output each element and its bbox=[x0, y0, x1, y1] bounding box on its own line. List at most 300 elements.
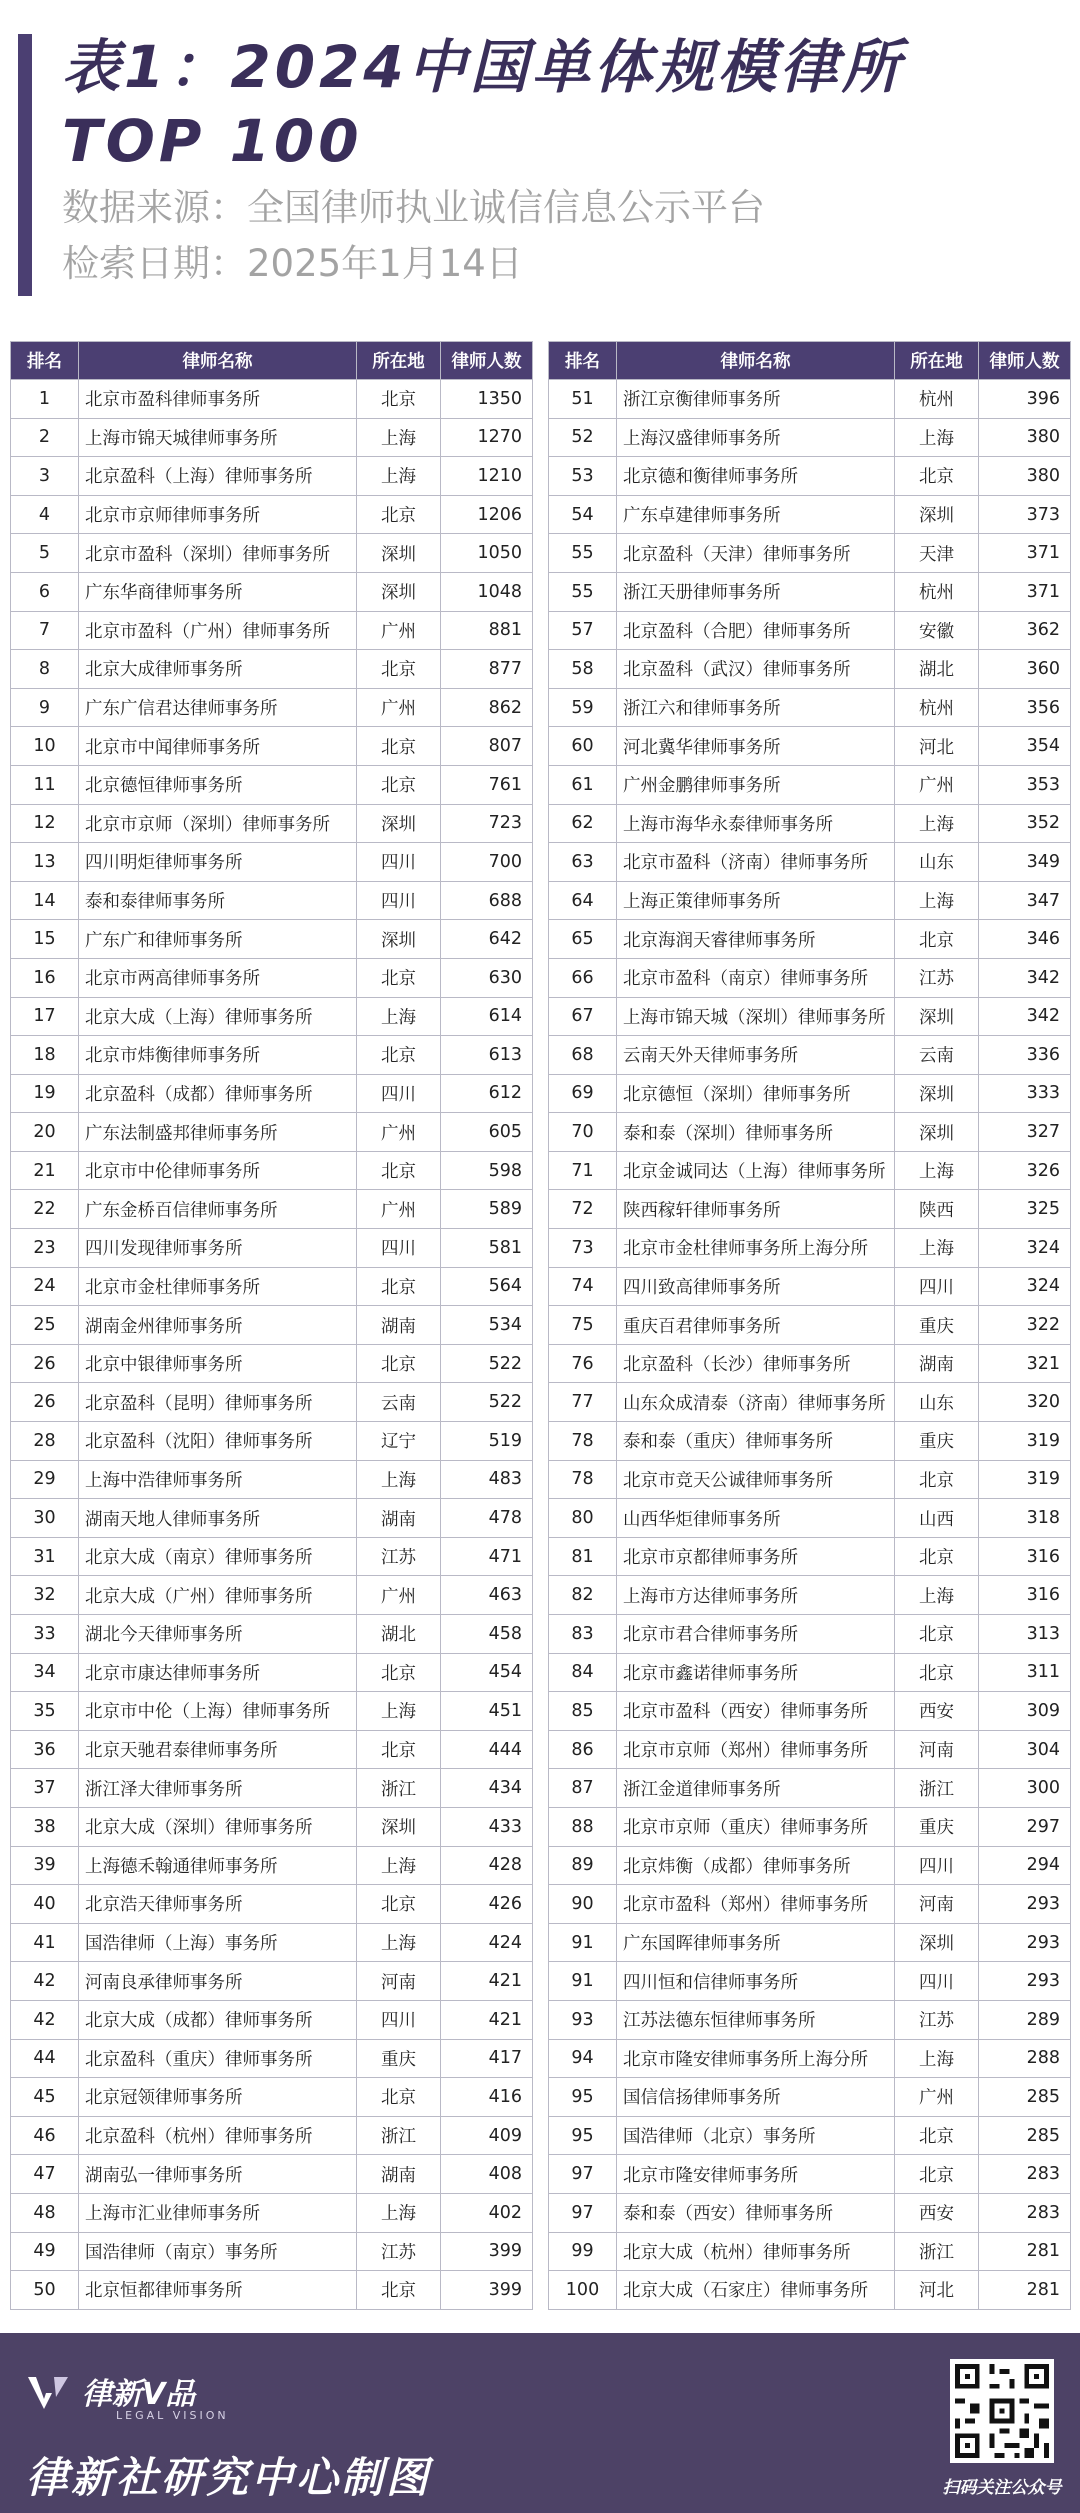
cell-location: 广州 bbox=[895, 2078, 979, 2117]
cell-location: 上海 bbox=[357, 1692, 441, 1731]
cell-lawyer-count: 373 bbox=[979, 495, 1071, 534]
cell-rank: 29 bbox=[11, 1460, 79, 1499]
cell-lawyer-count: 347 bbox=[979, 881, 1071, 920]
cell-location: 上海 bbox=[357, 457, 441, 496]
table-row bbox=[549, 958, 1071, 997]
cell-lawyer-count: 399 bbox=[441, 2232, 533, 2271]
cell-rank: 19 bbox=[11, 1074, 79, 1113]
cell-rank: 76 bbox=[549, 1344, 617, 1383]
cell-location: 深圳 bbox=[895, 1074, 979, 1113]
table-row bbox=[11, 688, 533, 727]
cell-firm-name: 国信信扬律师事务所 bbox=[617, 2078, 895, 2117]
cell-location: 杭州 bbox=[895, 380, 979, 419]
cell-location: 四川 bbox=[357, 1229, 441, 1268]
cell-lawyer-count: 362 bbox=[979, 611, 1071, 650]
cell-firm-name: 北京市盈科（郑州）律师事务所 bbox=[617, 1885, 895, 1924]
table-header-row bbox=[549, 342, 1071, 380]
cell-lawyer-count: 458 bbox=[441, 1615, 533, 1654]
cell-firm-name: 浙江京衡律师事务所 bbox=[617, 380, 895, 419]
cell-firm-name: 北京盈科（杭州）律师事务所 bbox=[79, 2116, 357, 2155]
cell-location: 河南 bbox=[357, 1962, 441, 2001]
cell-rank: 31 bbox=[11, 1537, 79, 1576]
cell-rank: 70 bbox=[549, 1113, 617, 1152]
cell-lawyer-count: 316 bbox=[979, 1576, 1071, 1615]
cell-lawyer-count: 293 bbox=[979, 1885, 1071, 1924]
cell-lawyer-count: 522 bbox=[441, 1344, 533, 1383]
cell-lawyer-count: 598 bbox=[441, 1151, 533, 1190]
table-row bbox=[549, 572, 1071, 611]
cell-location: 北京 bbox=[357, 1267, 441, 1306]
cell-firm-name: 北京大成（成都）律师事务所 bbox=[79, 2000, 357, 2039]
table-row bbox=[11, 1267, 533, 1306]
cell-rank: 9 bbox=[11, 688, 79, 727]
cell-lawyer-count: 396 bbox=[979, 380, 1071, 419]
cell-rank: 40 bbox=[11, 1885, 79, 1924]
col-header-name: 律师名称 bbox=[617, 342, 895, 380]
cell-lawyer-count: 313 bbox=[979, 1615, 1071, 1654]
cell-location: 浙江 bbox=[895, 2232, 979, 2271]
cell-firm-name: 北京市中闻律师事务所 bbox=[79, 727, 357, 766]
cell-lawyer-count: 409 bbox=[441, 2116, 533, 2155]
table-row bbox=[549, 2271, 1071, 2310]
cell-lawyer-count: 589 bbox=[441, 1190, 533, 1229]
cell-lawyer-count: 581 bbox=[441, 1229, 533, 1268]
cell-location: 四川 bbox=[895, 1846, 979, 1885]
table-row bbox=[11, 2155, 533, 2194]
cell-lawyer-count: 612 bbox=[441, 1074, 533, 1113]
cell-location: 北京 bbox=[357, 1653, 441, 1692]
cell-rank: 36 bbox=[11, 1730, 79, 1769]
title-line-1: 表1：2024中国单体规模律所 bbox=[62, 33, 904, 101]
table-row bbox=[549, 1190, 1071, 1229]
cell-location: 上海 bbox=[357, 418, 441, 457]
cell-firm-name: 北京盈科（昆明）律师事务所 bbox=[79, 1383, 357, 1422]
cell-rank: 68 bbox=[549, 1036, 617, 1075]
cell-location: 北京 bbox=[357, 650, 441, 689]
cell-rank: 69 bbox=[549, 1074, 617, 1113]
table-row bbox=[11, 534, 533, 573]
cell-firm-name: 北京炜衡（成都）律师事务所 bbox=[617, 1846, 895, 1885]
cell-rank: 22 bbox=[11, 1190, 79, 1229]
cell-rank: 16 bbox=[11, 958, 79, 997]
table-row bbox=[11, 2116, 533, 2155]
cell-rank: 61 bbox=[549, 765, 617, 804]
table-row bbox=[11, 1923, 533, 1962]
cell-lawyer-count: 327 bbox=[979, 1113, 1071, 1152]
cell-firm-name: 北京市盈科（济南）律师事务所 bbox=[617, 843, 895, 882]
cell-rank: 63 bbox=[549, 843, 617, 882]
cell-rank: 26 bbox=[11, 1383, 79, 1422]
cell-location: 重庆 bbox=[895, 1306, 979, 1345]
cell-location: 湖南 bbox=[357, 2155, 441, 2194]
cell-firm-name: 北京市隆安律师事务所上海分所 bbox=[617, 2039, 895, 2078]
cell-lawyer-count: 324 bbox=[979, 1229, 1071, 1268]
table-row bbox=[11, 2193, 533, 2232]
cell-lawyer-count: 1270 bbox=[441, 418, 533, 457]
cell-location: 上海 bbox=[357, 1846, 441, 1885]
cell-rank: 46 bbox=[11, 2116, 79, 2155]
cell-lawyer-count: 325 bbox=[979, 1190, 1071, 1229]
cell-lawyer-count: 285 bbox=[979, 2116, 1071, 2155]
cell-firm-name: 北京市竞天公诚律师事务所 bbox=[617, 1460, 895, 1499]
cell-location: 上海 bbox=[895, 418, 979, 457]
cell-location: 湖北 bbox=[357, 1615, 441, 1654]
cell-location: 北京 bbox=[357, 495, 441, 534]
cell-location: 河北 bbox=[895, 2271, 979, 2310]
cell-lawyer-count: 1206 bbox=[441, 495, 533, 534]
cell-lawyer-count: 399 bbox=[441, 2271, 533, 2310]
cell-location: 杭州 bbox=[895, 572, 979, 611]
cell-lawyer-count: 371 bbox=[979, 572, 1071, 611]
cell-rank: 37 bbox=[11, 1769, 79, 1808]
cell-location: 四川 bbox=[357, 1074, 441, 1113]
table-row bbox=[11, 1460, 533, 1499]
cell-lawyer-count: 877 bbox=[441, 650, 533, 689]
cell-rank: 24 bbox=[11, 1267, 79, 1306]
cell-firm-name: 广州金鹏律师事务所 bbox=[617, 765, 895, 804]
cell-lawyer-count: 613 bbox=[441, 1036, 533, 1075]
cell-lawyer-count: 281 bbox=[979, 2232, 1071, 2271]
table-row bbox=[11, 881, 533, 920]
cell-rank: 84 bbox=[549, 1653, 617, 1692]
cell-location: 北京 bbox=[895, 2116, 979, 2155]
cell-lawyer-count: 471 bbox=[441, 1537, 533, 1576]
col-header-rank: 排名 bbox=[11, 342, 79, 380]
cell-rank: 15 bbox=[11, 920, 79, 959]
cell-location: 重庆 bbox=[895, 1807, 979, 1846]
cell-firm-name: 北京盈科（天津）律师事务所 bbox=[617, 534, 895, 573]
cell-lawyer-count: 454 bbox=[441, 1653, 533, 1692]
col-header-location: 所在地 bbox=[357, 342, 441, 380]
cell-firm-name: 四川恒和信律师事务所 bbox=[617, 1962, 895, 2001]
cell-lawyer-count: 434 bbox=[441, 1769, 533, 1808]
cell-lawyer-count: 342 bbox=[979, 997, 1071, 1036]
table-row bbox=[549, 1576, 1071, 1615]
table-row bbox=[11, 1576, 533, 1615]
cell-rank: 44 bbox=[11, 2039, 79, 2078]
cell-lawyer-count: 309 bbox=[979, 1692, 1071, 1731]
cell-firm-name: 四川发现律师事务所 bbox=[79, 1229, 357, 1268]
cell-lawyer-count: 421 bbox=[441, 1962, 533, 2001]
cell-firm-name: 北京大成（上海）律师事务所 bbox=[79, 997, 357, 1036]
cell-firm-name: 北京盈科（武汉）律师事务所 bbox=[617, 650, 895, 689]
cell-firm-name: 北京大成（石家庄）律师事务所 bbox=[617, 2271, 895, 2310]
cell-rank: 30 bbox=[11, 1499, 79, 1538]
cell-lawyer-count: 304 bbox=[979, 1730, 1071, 1769]
cell-rank: 54 bbox=[549, 495, 617, 534]
cell-firm-name: 北京市鑫诺律师事务所 bbox=[617, 1653, 895, 1692]
cell-rank: 1 bbox=[11, 380, 79, 419]
table-row bbox=[549, 1344, 1071, 1383]
cell-lawyer-count: 371 bbox=[979, 534, 1071, 573]
cell-location: 深圳 bbox=[895, 495, 979, 534]
cell-rank: 86 bbox=[549, 1730, 617, 1769]
cell-location: 重庆 bbox=[357, 2039, 441, 2078]
cell-location: 北京 bbox=[895, 1460, 979, 1499]
cell-rank: 65 bbox=[549, 920, 617, 959]
cell-lawyer-count: 354 bbox=[979, 727, 1071, 766]
cell-lawyer-count: 311 bbox=[979, 1653, 1071, 1692]
table-row bbox=[11, 418, 533, 457]
cell-rank: 50 bbox=[11, 2271, 79, 2310]
cell-firm-name: 广东华商律师事务所 bbox=[79, 572, 357, 611]
cell-location: 北京 bbox=[357, 1885, 441, 1924]
cell-firm-name: 北京金诚同达（上海）律师事务所 bbox=[617, 1151, 895, 1190]
table-header-row bbox=[11, 342, 533, 380]
table-row bbox=[11, 1885, 533, 1924]
cell-lawyer-count: 402 bbox=[441, 2193, 533, 2232]
footer-banner bbox=[0, 2333, 1080, 2513]
cell-firm-name: 北京市康达律师事务所 bbox=[79, 1653, 357, 1692]
table-row bbox=[549, 650, 1071, 689]
cell-lawyer-count: 433 bbox=[441, 1807, 533, 1846]
col-header-lawyers: 律师人数 bbox=[979, 342, 1071, 380]
cell-firm-name: 泰和泰律师事务所 bbox=[79, 881, 357, 920]
cell-rank: 57 bbox=[549, 611, 617, 650]
cell-location: 河南 bbox=[895, 1730, 979, 1769]
table-row bbox=[549, 1422, 1071, 1461]
cell-location: 广州 bbox=[895, 765, 979, 804]
cell-location: 北京 bbox=[895, 1537, 979, 1576]
cell-lawyer-count: 294 bbox=[979, 1846, 1071, 1885]
brand-logo-icon bbox=[26, 2373, 70, 2413]
table-row bbox=[549, 1885, 1071, 1924]
table-row bbox=[11, 765, 533, 804]
cell-location: 湖南 bbox=[357, 1499, 441, 1538]
cell-firm-name: 北京市京师（郑州）律师事务所 bbox=[617, 1730, 895, 1769]
cell-rank: 73 bbox=[549, 1229, 617, 1268]
cell-firm-name: 国浩律师（北京）事务所 bbox=[617, 2116, 895, 2155]
table-row bbox=[11, 1306, 533, 1345]
cell-firm-name: 北京大成（广州）律师事务所 bbox=[79, 1576, 357, 1615]
cell-firm-name: 北京德恒律师事务所 bbox=[79, 765, 357, 804]
table-row bbox=[549, 418, 1071, 457]
table-row bbox=[11, 1846, 533, 1885]
table-row bbox=[549, 1383, 1071, 1422]
table-row bbox=[549, 2116, 1071, 2155]
cell-lawyer-count: 356 bbox=[979, 688, 1071, 727]
cell-location: 上海 bbox=[895, 1576, 979, 1615]
table-row bbox=[11, 1653, 533, 1692]
cell-location: 浙江 bbox=[357, 1769, 441, 1808]
cell-rank: 55 bbox=[549, 534, 617, 573]
cell-rank: 26 bbox=[11, 1344, 79, 1383]
cell-rank: 90 bbox=[549, 1885, 617, 1924]
cell-lawyer-count: 451 bbox=[441, 1692, 533, 1731]
cell-firm-name: 泰和泰（深圳）律师事务所 bbox=[617, 1113, 895, 1152]
table-row bbox=[549, 1692, 1071, 1731]
cell-firm-name: 北京市隆安律师事务所 bbox=[617, 2155, 895, 2194]
cell-location: 深圳 bbox=[895, 1923, 979, 1962]
cell-firm-name: 北京恒都律师事务所 bbox=[79, 2271, 357, 2310]
cell-firm-name: 北京市京师（重庆）律师事务所 bbox=[617, 1807, 895, 1846]
cell-rank: 52 bbox=[549, 418, 617, 457]
table-row bbox=[11, 1036, 533, 1075]
cell-rank: 39 bbox=[11, 1846, 79, 1885]
cell-lawyer-count: 346 bbox=[979, 920, 1071, 959]
cell-firm-name: 重庆百君律师事务所 bbox=[617, 1306, 895, 1345]
cell-lawyer-count: 316 bbox=[979, 1537, 1071, 1576]
cell-firm-name: 山东众成清泰（济南）律师事务所 bbox=[617, 1383, 895, 1422]
table-row bbox=[549, 1923, 1071, 1962]
cell-firm-name: 北京市两高律师事务所 bbox=[79, 958, 357, 997]
cell-lawyer-count: 483 bbox=[441, 1460, 533, 1499]
cell-lawyer-count: 289 bbox=[979, 2000, 1071, 2039]
table-row bbox=[549, 997, 1071, 1036]
table-row bbox=[549, 881, 1071, 920]
table-row bbox=[11, 920, 533, 959]
cell-rank: 82 bbox=[549, 1576, 617, 1615]
col-header-location: 所在地 bbox=[895, 342, 979, 380]
cell-location: 湖北 bbox=[895, 650, 979, 689]
cell-rank: 78 bbox=[549, 1422, 617, 1461]
cell-lawyer-count: 417 bbox=[441, 2039, 533, 2078]
cell-lawyer-count: 380 bbox=[979, 457, 1071, 496]
cell-lawyer-count: 360 bbox=[979, 650, 1071, 689]
table-row bbox=[11, 804, 533, 843]
table-row bbox=[549, 495, 1071, 534]
table-row bbox=[11, 2271, 533, 2310]
cell-lawyer-count: 688 bbox=[441, 881, 533, 920]
cell-lawyer-count: 408 bbox=[441, 2155, 533, 2194]
cell-firm-name: 泰和泰（西安）律师事务所 bbox=[617, 2193, 895, 2232]
table-row bbox=[11, 1344, 533, 1383]
table-row bbox=[549, 1730, 1071, 1769]
cell-firm-name: 云南天外天律师事务所 bbox=[617, 1036, 895, 1075]
cell-location: 广州 bbox=[357, 1190, 441, 1229]
cell-rank: 74 bbox=[549, 1267, 617, 1306]
cell-firm-name: 北京盈科（上海）律师事务所 bbox=[79, 457, 357, 496]
cell-lawyer-count: 463 bbox=[441, 1576, 533, 1615]
cell-firm-name: 浙江天册律师事务所 bbox=[617, 572, 895, 611]
table-row bbox=[549, 2193, 1071, 2232]
cell-rank: 48 bbox=[11, 2193, 79, 2232]
cell-firm-name: 北京盈科（沈阳）律师事务所 bbox=[79, 1422, 357, 1461]
cell-location: 陕西 bbox=[895, 1190, 979, 1229]
cell-rank: 14 bbox=[11, 881, 79, 920]
cell-location: 湖南 bbox=[357, 1306, 441, 1345]
cell-location: 北京 bbox=[895, 920, 979, 959]
table-row bbox=[11, 457, 533, 496]
cell-lawyer-count: 336 bbox=[979, 1036, 1071, 1075]
table-row bbox=[11, 572, 533, 611]
table-row bbox=[549, 727, 1071, 766]
cell-rank: 81 bbox=[549, 1537, 617, 1576]
cell-location: 上海 bbox=[357, 2193, 441, 2232]
table-row bbox=[549, 1499, 1071, 1538]
cell-firm-name: 河南良承律师事务所 bbox=[79, 1962, 357, 2001]
cell-rank: 28 bbox=[11, 1422, 79, 1461]
cell-firm-name: 北京市君合律师事务所 bbox=[617, 1615, 895, 1654]
cell-firm-name: 北京中银律师事务所 bbox=[79, 1344, 357, 1383]
cell-lawyer-count: 444 bbox=[441, 1730, 533, 1769]
cell-rank: 55 bbox=[549, 572, 617, 611]
table-row bbox=[549, 611, 1071, 650]
table-row bbox=[11, 1537, 533, 1576]
cell-firm-name: 北京大成律师事务所 bbox=[79, 650, 357, 689]
table-row bbox=[549, 1615, 1071, 1654]
cell-lawyer-count: 519 bbox=[441, 1422, 533, 1461]
cell-lawyer-count: 349 bbox=[979, 843, 1071, 882]
cell-location: 山东 bbox=[895, 843, 979, 882]
table-row bbox=[11, 1769, 533, 1808]
header-accent-bar bbox=[18, 34, 32, 296]
cell-location: 深圳 bbox=[357, 572, 441, 611]
cell-firm-name: 上海市汇业律师事务所 bbox=[79, 2193, 357, 2232]
table-row bbox=[549, 1460, 1071, 1499]
col-header-rank: 排名 bbox=[549, 342, 617, 380]
title-line-2: TOP 100 bbox=[62, 107, 363, 175]
cell-firm-name: 广东广信君达律师事务所 bbox=[79, 688, 357, 727]
cell-location: 北京 bbox=[357, 1344, 441, 1383]
table-row bbox=[11, 958, 533, 997]
cell-rank: 62 bbox=[549, 804, 617, 843]
table-row bbox=[549, 1267, 1071, 1306]
cell-lawyer-count: 522 bbox=[441, 1383, 533, 1422]
cell-firm-name: 广东卓建律师事务所 bbox=[617, 495, 895, 534]
cell-location: 广州 bbox=[357, 611, 441, 650]
cell-firm-name: 北京市中伦律师事务所 bbox=[79, 1151, 357, 1190]
cell-rank: 33 bbox=[11, 1615, 79, 1654]
cell-location: 北京 bbox=[357, 380, 441, 419]
cell-lawyer-count: 283 bbox=[979, 2155, 1071, 2194]
cell-rank: 18 bbox=[11, 1036, 79, 1075]
cell-lawyer-count: 428 bbox=[441, 1846, 533, 1885]
ranking-table-left bbox=[10, 341, 533, 2310]
cell-location: 江苏 bbox=[357, 2232, 441, 2271]
cell-lawyer-count: 318 bbox=[979, 1499, 1071, 1538]
cell-location: 北京 bbox=[895, 2155, 979, 2194]
cell-firm-name: 广东广和律师事务所 bbox=[79, 920, 357, 959]
cell-location: 山西 bbox=[895, 1499, 979, 1538]
cell-rank: 83 bbox=[549, 1615, 617, 1654]
cell-lawyer-count: 881 bbox=[441, 611, 533, 650]
table-row bbox=[11, 2232, 533, 2271]
table-row bbox=[549, 765, 1071, 804]
cell-rank: 95 bbox=[549, 2078, 617, 2117]
table-row bbox=[549, 534, 1071, 573]
qr-code-icon[interactable] bbox=[950, 2359, 1054, 2463]
table-row bbox=[11, 1229, 533, 1268]
cell-lawyer-count: 352 bbox=[979, 804, 1071, 843]
cell-location: 山东 bbox=[895, 1383, 979, 1422]
table-row bbox=[11, 1692, 533, 1731]
cell-location: 浙江 bbox=[357, 2116, 441, 2155]
cell-firm-name: 北京天驰君泰律师事务所 bbox=[79, 1730, 357, 1769]
cell-rank: 4 bbox=[11, 495, 79, 534]
cell-lawyer-count: 342 bbox=[979, 958, 1071, 997]
cell-location: 广州 bbox=[357, 1576, 441, 1615]
cell-rank: 66 bbox=[549, 958, 617, 997]
table-row bbox=[11, 1807, 533, 1846]
cell-lawyer-count: 807 bbox=[441, 727, 533, 766]
data-source: 数据来源：全国律师执业诚信信息公示平台 bbox=[62, 186, 765, 229]
cell-firm-name: 北京市京师（深圳）律师事务所 bbox=[79, 804, 357, 843]
cell-firm-name: 北京市中伦（上海）律师事务所 bbox=[79, 1692, 357, 1731]
cell-rank: 97 bbox=[549, 2155, 617, 2194]
cell-lawyer-count: 321 bbox=[979, 1344, 1071, 1383]
cell-location: 上海 bbox=[895, 804, 979, 843]
cell-lawyer-count: 380 bbox=[979, 418, 1071, 457]
cell-location: 北京 bbox=[357, 765, 441, 804]
cell-rank: 42 bbox=[11, 2000, 79, 2039]
cell-firm-name: 上海中浩律师事务所 bbox=[79, 1460, 357, 1499]
cell-firm-name: 北京盈科（成都）律师事务所 bbox=[79, 1074, 357, 1113]
table-row bbox=[11, 650, 533, 689]
table-row bbox=[549, 1653, 1071, 1692]
cell-firm-name: 北京市盈科律师事务所 bbox=[79, 380, 357, 419]
cell-location: 湖南 bbox=[895, 1344, 979, 1383]
